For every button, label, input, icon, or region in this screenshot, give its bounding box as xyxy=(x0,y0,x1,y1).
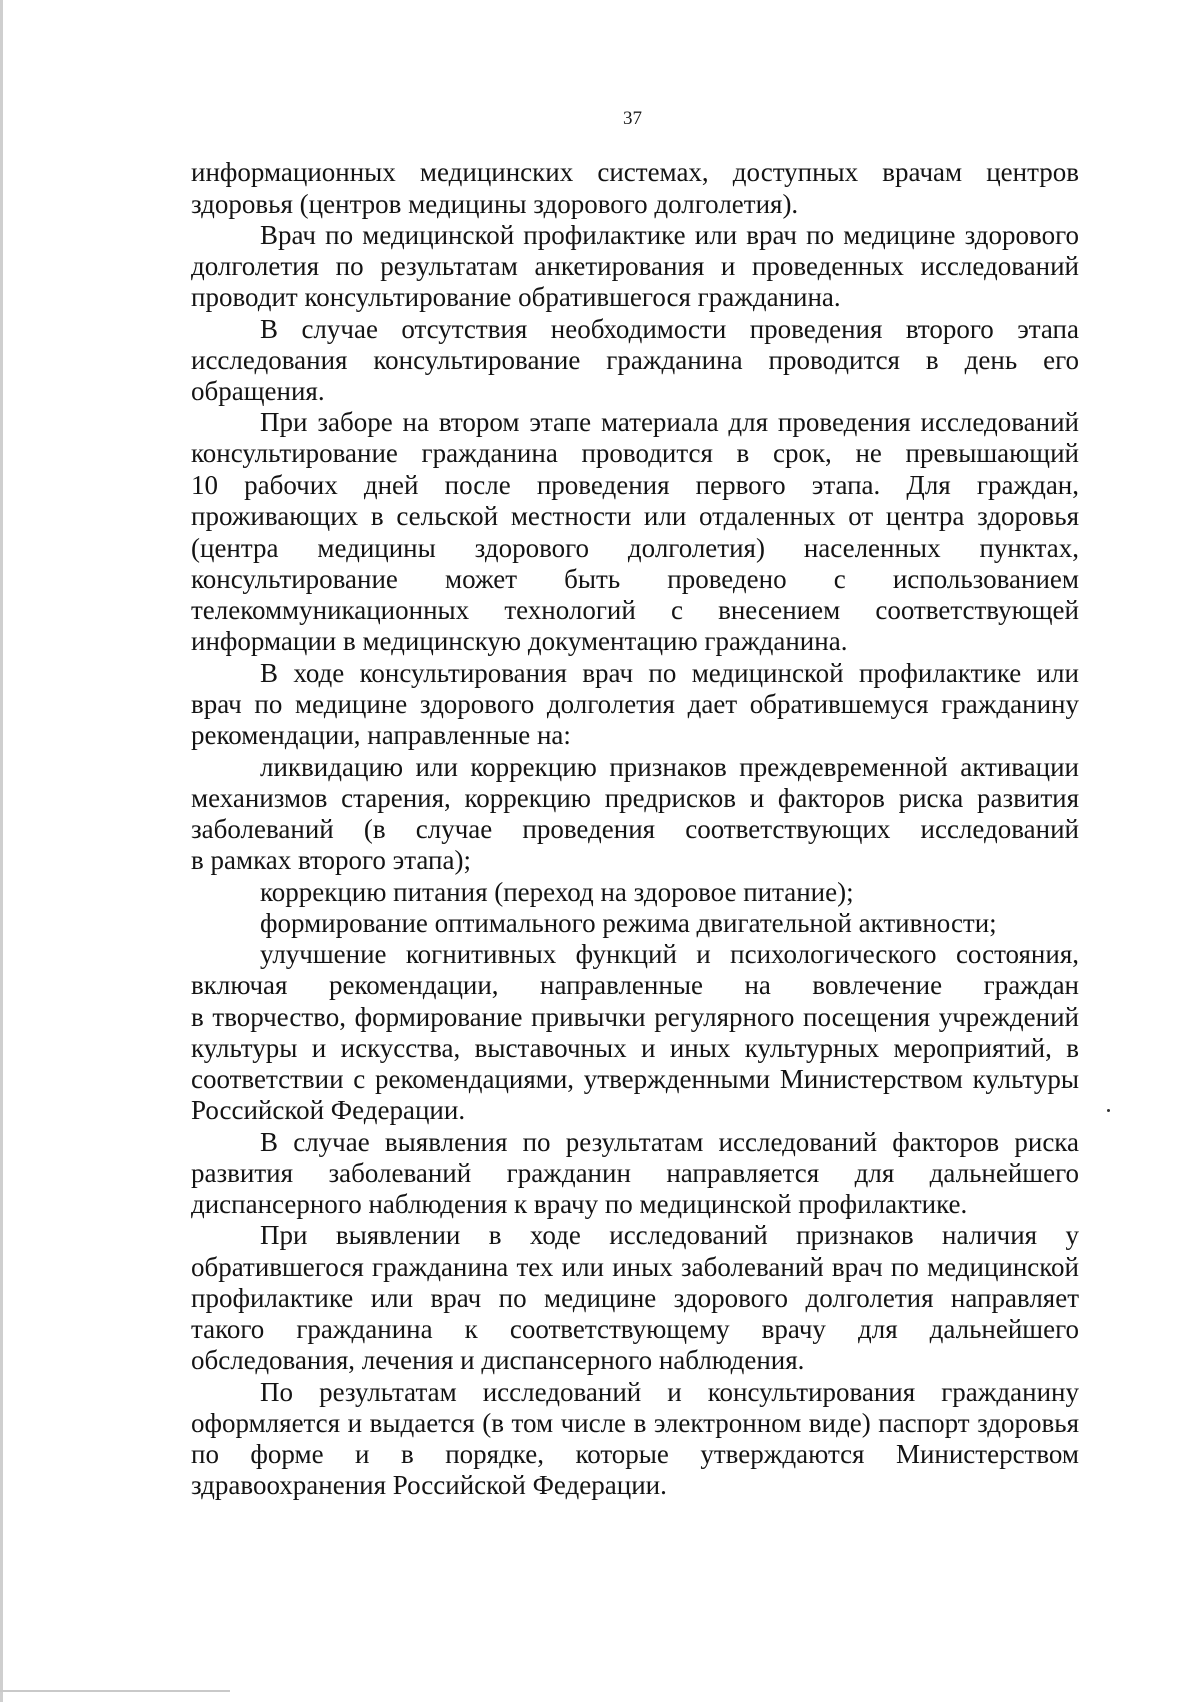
text-line: оформляется и выдается (в том числе в электронном виде) паспорт здоровья xyxy=(191,1408,1079,1438)
text-line: здравоохранения Российской Федерации. xyxy=(191,1470,667,1500)
text-line: развития заболеваний гражданин направляется для дальнейшего xyxy=(191,1158,1079,1188)
text-line: рекомендации, направленные на: xyxy=(191,720,571,750)
text-line: долголетия по результатам анкетирования и проведенных исследований xyxy=(191,251,1079,281)
text-line: врач по медицине здорового долголетия дает обратившемуся гражданину xyxy=(191,689,1079,719)
text-line: В случае отсутствия необходимости проведения второго этапа xyxy=(260,314,1079,344)
page-number: 37 xyxy=(623,108,642,129)
text-line: здоровья (центров медицины здорового долголетия). xyxy=(191,189,799,219)
text-line: соответствии с рекомендациями, утвержденными Министерством культуры xyxy=(191,1064,1079,1094)
text-line: включая рекомендации, направленные на вовлечение граждан xyxy=(191,970,1079,1000)
text-line: При выявлении в ходе исследований признаков наличия у xyxy=(260,1220,1079,1250)
text-line: обратившегося гражданина тех или иных заболеваний врач по медицинской xyxy=(191,1252,1079,1282)
text-line: информации в медицинскую документацию гражданина. xyxy=(191,626,848,656)
text-line: консультирование гражданина проводится в срок, не превышающий xyxy=(191,438,1079,468)
text-line: обращения. xyxy=(191,376,325,406)
text-line: обследования, лечения и диспансерного наблюдения. xyxy=(191,1345,805,1375)
text-line: В случае выявления по результатам исследований факторов риска xyxy=(260,1127,1079,1157)
text-line: ликвидацию или коррекцию признаков преждевременной активации xyxy=(260,752,1079,782)
text-line: проводит консультирование обратившегося гражданина. xyxy=(191,282,841,312)
text-line: информационных медицинских системах, доступных врачам центров xyxy=(191,157,1079,187)
text-line: формирование оптимального режима двигательной активности; xyxy=(260,908,997,938)
scan-speck xyxy=(1107,1109,1110,1112)
text-line: улучшение когнитивных функций и психологического состояния, xyxy=(260,939,1079,969)
text-line: коррекцию питания (переход на здоровое питание); xyxy=(260,877,854,907)
text-line: (центра медицины здорового долголетия) населенных пунктах, xyxy=(191,533,1079,563)
text-line: консультирование может быть проведено с использованием xyxy=(191,564,1079,594)
text-line: В ходе консультирования врач по медицинской профилактике или xyxy=(260,658,1079,688)
text-line: При заборе на втором этапе материала для проведения исследований xyxy=(260,407,1079,437)
text-line: проживающих в сельской местности или отдаленных от центра здоровья xyxy=(191,501,1079,531)
text-line: по форме и в порядке, которые утверждаются Министерством xyxy=(191,1439,1079,1469)
text-line: такого гражданина к соответствующему врачу для дальнейшего xyxy=(191,1314,1079,1344)
scan-left-edge xyxy=(0,0,3,1702)
text-line: телекоммуникационных технологий с внесением соответствующей xyxy=(191,595,1079,625)
text-line: По результатам исследований и консультирования гражданину xyxy=(260,1377,1079,1407)
text-line: исследования консультирование гражданина проводится в день его xyxy=(191,345,1079,375)
text-line: Российской Федерации. xyxy=(191,1095,466,1125)
text-line: культуры и искусства, выставочных и иных культурных мероприятий, в xyxy=(191,1033,1079,1063)
text-line: в творчество, формирование привычки регулярного посещения учреждений xyxy=(191,1002,1079,1032)
text-line: профилактике или врач по медицине здорового долголетия направляет xyxy=(191,1283,1079,1313)
text-line: диспансерного наблюдения к врачу по медицинской профилактике. xyxy=(191,1189,968,1219)
text-line: заболеваний (в случае проведения соответствующих исследований xyxy=(191,814,1079,844)
text-line: в рамках второго этапа); xyxy=(191,845,471,875)
text-line: Врач по медицинской профилактике или врач по медицине здорового xyxy=(260,220,1079,250)
scan-bottom-mark xyxy=(0,1690,230,1692)
text-line: механизмов старения, коррекцию предрисков и факторов риска развития xyxy=(191,783,1079,813)
text-line: 10 рабочих дней после проведения первого этапа. Для граждан, xyxy=(191,470,1079,500)
